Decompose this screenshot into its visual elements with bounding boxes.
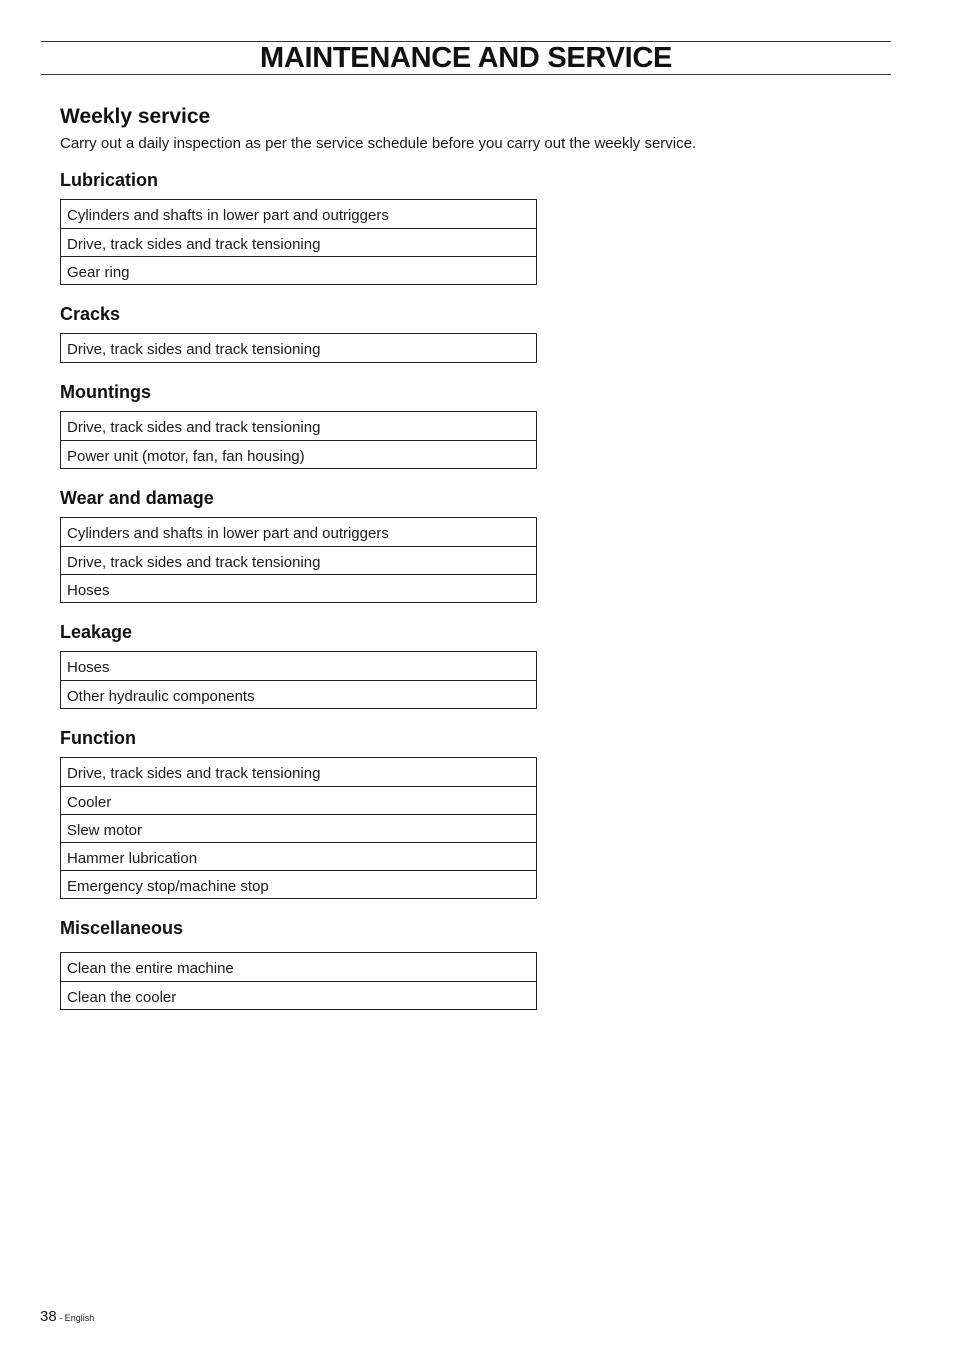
checklist-table — [60, 651, 537, 709]
checklist-row: Other hydraulic components — [61, 680, 536, 708]
checklist-row: Hammer lubrication — [61, 842, 536, 870]
content — [60, 100, 860, 1028]
section-title: Mountings — [60, 382, 151, 402]
section-mountings — [60, 381, 860, 469]
checklist-row: Drive, track sides and track tensioning — [61, 228, 536, 256]
page-title: Weekly service — [60, 105, 211, 128]
checklist-row: Emergency stop/machine stop — [61, 870, 536, 898]
section-lubrication — [60, 169, 860, 285]
checklist-row: Drive, track sides and track tensioning — [67, 765, 321, 782]
checklist-row: Gear ring — [61, 256, 536, 284]
checklist-row: Slew motor — [61, 814, 536, 842]
checklist-row: Power unit (motor, fan, fan housing) — [61, 440, 536, 468]
section-function — [60, 727, 860, 899]
checklist-row: Clean the entire machine — [67, 960, 234, 977]
section-title: Function — [60, 728, 136, 748]
footer-language: - English — [56, 1313, 95, 1323]
section-title: Lubrication — [60, 170, 158, 190]
checklist-row: Cylinders and shafts in lower part and outriggers — [67, 207, 389, 224]
checklist-row: Drive, track sides and track tensioning — [67, 419, 321, 436]
section-title: Miscellaneous — [60, 918, 184, 938]
section-title: Cracks — [60, 304, 121, 324]
checklist-row: Hoses — [67, 659, 110, 676]
header-rule-bottom — [41, 74, 891, 75]
checklist-row: Clean the cooler — [61, 981, 536, 1009]
intro-text: Carry out a daily inspection as per the service schedule before you carry out the weekly service. — [60, 135, 697, 152]
checklist-row: Drive, track sides and track tensioning — [61, 546, 536, 574]
checklist-row: Drive, track sides and track tensioning — [67, 341, 321, 358]
checklist-table — [60, 952, 537, 1010]
section-leakage — [60, 621, 860, 709]
checklist-table — [60, 411, 537, 469]
checklist-row: Cooler — [61, 786, 536, 814]
page-footer — [40, 1308, 94, 1327]
section-wear-and-damage — [60, 487, 860, 603]
checklist-row: Hoses — [61, 574, 536, 602]
section-miscellaneous — [60, 917, 860, 1010]
checklist-table — [60, 333, 537, 363]
section-title: Leakage — [60, 622, 133, 642]
checklist-row: Cylinders and shafts in lower part and outriggers — [67, 525, 389, 542]
page-number: 38 — [40, 1308, 57, 1325]
checklist-table — [60, 757, 537, 899]
checklist-table — [60, 517, 537, 603]
page-header: MAINTENANCE AND SERVICE — [259, 42, 673, 74]
section-title: Wear and damage — [60, 488, 214, 508]
checklist-table — [60, 199, 537, 285]
section-cracks — [60, 303, 860, 363]
